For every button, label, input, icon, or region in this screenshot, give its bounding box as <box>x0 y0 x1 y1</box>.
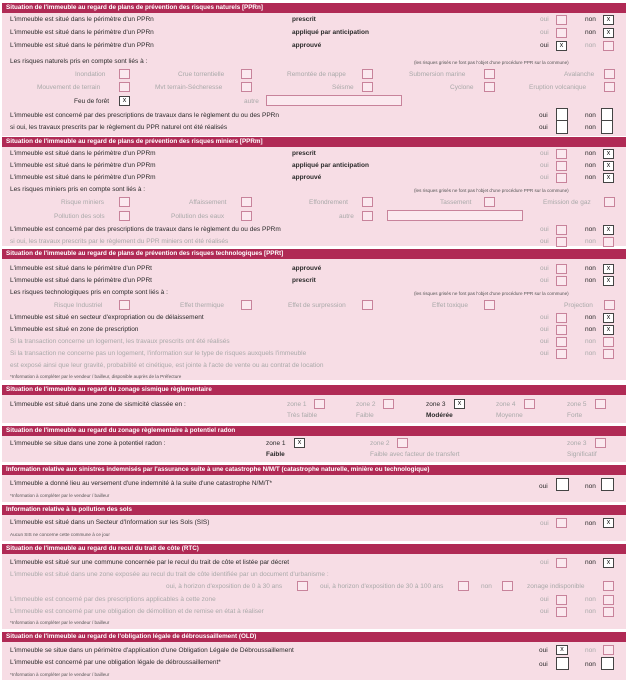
pprt-q3-text: Si la transaction concerne un logement, les travaux prescrits ont été réalisés <box>10 338 230 345</box>
risk-cyclone-label: Cyclone <box>450 84 474 91</box>
pprm-q1-non-checkbox[interactable]: x <box>603 225 614 235</box>
pprt-q5-text: est exposé ainsi que leur gravité, probabilité et cinétique, est jointe à l'acte de vente ou au contrat de location <box>10 362 324 369</box>
pprt-q4-text: Si la transaction ne concerne pas un logement, l'information sur le type de risques auxquels l'immeuble <box>10 350 307 357</box>
pprn-q1-text: L'immeuble est concerné par des prescriptions de travaux dans le règlement du ou des PPRn <box>10 112 279 119</box>
section-sismique-header: Situation de l'immeuble au regard du zonage sismique règlementaire <box>2 385 626 395</box>
rtc-opt-2-label: oui, à horizon d'exposition de 30 à 100 ans <box>320 583 444 590</box>
rtc-q3-oui-checkbox[interactable] <box>556 595 567 605</box>
pprn-row-1-text: L'immeuble est situé dans le périmètre d'un PPRn <box>10 16 154 23</box>
pprn-q2-oui-checkbox[interactable] <box>556 120 568 134</box>
pprt-row-1-status: approuvé <box>292 265 322 272</box>
pprt-q2-text: L'immeuble est situé en zone de prescription <box>10 326 139 333</box>
oui-label: oui <box>540 238 549 245</box>
non-label: non <box>585 350 596 357</box>
pprn-row-3-non-checkbox[interactable] <box>603 41 614 51</box>
risk-cyclone-checkbox[interactable] <box>484 82 495 92</box>
non-label: non <box>585 174 596 181</box>
oui-label: oui <box>540 350 549 357</box>
section-sinistres-header: Information relative aux sinistres indemnisés par l'assurance suite à une catastrophe N/M/T (catastrophe naturelle, minière ou technologique) <box>2 465 626 475</box>
sis-note: Aucun SIS ne concerne cette commune à ce jour <box>10 532 110 537</box>
pprt-row-2-text: L'immeuble est situé dans le périmètre d'un PPRt <box>10 277 152 284</box>
pprn-row-2-status: appliqué par anticipation <box>292 29 369 36</box>
pprn-row-2-oui-checkbox[interactable] <box>556 28 567 38</box>
non-label: non <box>585 124 596 131</box>
oui-label: oui <box>540 338 549 345</box>
pprm-row-1-oui-checkbox[interactable] <box>556 149 567 159</box>
tech-risk-4-label: Effet toxique <box>432 302 469 309</box>
sismique-zone-4-desc: Moyenne <box>496 412 523 419</box>
pprn-row-2-text: L'immeuble est situé dans le périmètre d'un PPRn <box>10 29 154 36</box>
pprt-q1-oui-checkbox[interactable] <box>556 313 567 323</box>
rtc-opt-3-label: non <box>481 583 492 590</box>
non-label: non <box>585 661 596 668</box>
risk-submersion-label: Submersion marine <box>409 71 466 78</box>
rtc-opt-4-label: zonage indisponible <box>527 583 585 590</box>
pprm-q2-text: si oui, les travaux prescrits par le règlement du PPR miniers ont été réalisés <box>10 238 229 245</box>
risk-inondation-label: Inondation <box>75 71 106 78</box>
oui-label: oui <box>539 112 548 119</box>
non-label: non <box>585 483 596 490</box>
pprt-q4-oui-checkbox[interactable] <box>556 349 567 359</box>
sismique-zone-1-desc: Très faible <box>287 412 318 419</box>
rtc-q3-text: L'immeuble est concerné par des prescriptions applicables à cette zone <box>10 596 216 603</box>
radon-zone-1-label: zone 1 <box>266 440 286 447</box>
mine-risk-1-label: Risque miniers <box>61 199 104 206</box>
oui-label: oui <box>540 596 549 603</box>
risk-eruption-label: Eruption volcanique <box>529 84 587 91</box>
old-q1-non-checkbox[interactable] <box>603 645 614 655</box>
section-pprn-header: Situation de l'immeuble au regard de plans de prévention des risques naturels [PPRn] <box>2 3 626 13</box>
non-label: non <box>585 608 596 615</box>
old-q2-text: L'immeuble est concerné par une obligation légale de débroussaillement* <box>10 659 221 666</box>
risk-eruption-checkbox[interactable] <box>604 82 615 92</box>
radon-question: L'immeuble se situe dans une zone à potentiel radon : <box>10 440 166 447</box>
sismique-zone-4-label: zone 4 <box>496 401 516 408</box>
rtc-opt-2-checkbox[interactable] <box>458 581 469 591</box>
rtc-opt-3-checkbox[interactable] <box>502 581 513 591</box>
mine-risk-4-checkbox[interactable] <box>484 197 495 207</box>
rtc-opt-4-checkbox[interactable] <box>603 581 614 591</box>
sismique-zone-1-label: zone 1 <box>287 401 307 408</box>
pprm-row-2-status: appliqué par anticipation <box>292 162 369 169</box>
section-old-header: Situation de l'immeuble au regard de l'obligation légale de débroussaillement (OLD) <box>2 632 626 642</box>
oui-label: oui <box>539 124 548 131</box>
non-label: non <box>585 559 596 566</box>
sinistres-note: *Information à compléter par le vendeur / bailleur <box>10 493 110 498</box>
non-label: non <box>585 326 596 333</box>
radon-zone-2-desc: Faible avec facteur de transfert <box>370 451 460 458</box>
rtc-opt-1-label: oui, à horizon d'exposition de 0 à 30 ans <box>166 583 283 590</box>
oui-label: oui <box>539 647 548 654</box>
tech-risk-4-checkbox[interactable] <box>484 300 495 310</box>
radon-zone-3-label: zone 3 <box>567 440 587 447</box>
oui-label: oui <box>540 42 549 49</box>
pprm-row-1-status: prescrit <box>292 150 316 157</box>
pprt-q3-non-checkbox[interactable] <box>603 337 614 347</box>
section-pprm-header: Situation de l'immeuble au regard de plans de prévention des risques miniers [PPRm] <box>2 137 626 147</box>
oui-label: oui <box>540 174 549 181</box>
pprt-q4-non-checkbox[interactable] <box>603 349 614 359</box>
sis-oui-checkbox[interactable] <box>556 518 567 528</box>
mine-risk-7-label: Pollution des eaux <box>171 213 225 220</box>
pprn-row-1-oui-checkbox[interactable] <box>556 15 567 25</box>
pprm-risks-note: (les risques grisés ne font pas l'objet d'une procédure PPR sur la commune) <box>414 188 569 193</box>
risk-feu-checkbox[interactable]: x <box>119 96 130 106</box>
tech-risk-5-label: Projection <box>564 302 593 309</box>
oui-label: oui <box>540 226 549 233</box>
pprm-row-1-non-checkbox[interactable]: x <box>603 149 614 159</box>
oui-label: oui <box>539 483 548 490</box>
non-label: non <box>585 520 596 527</box>
oui-label: oui <box>540 265 549 272</box>
mine-risk-2-label: Affaissement <box>189 199 227 206</box>
non-label: non <box>585 238 596 245</box>
pprt-row-1-oui-checkbox[interactable] <box>556 264 567 274</box>
old-q2-oui-checkbox[interactable] <box>556 657 569 670</box>
non-label: non <box>585 596 596 603</box>
pprm-row-2-oui-checkbox[interactable] <box>556 161 567 171</box>
oui-label: oui <box>540 559 549 566</box>
mine-risk-2-checkbox[interactable] <box>241 197 252 207</box>
oui-label: oui <box>539 661 548 668</box>
section-sis-header: Information relative à la pollution des sols <box>2 505 626 515</box>
pprm-row-2-non-checkbox[interactable]: x <box>603 161 614 171</box>
mine-risk-6-label: Pollution des sols <box>54 213 105 220</box>
oui-label: oui <box>540 326 549 333</box>
risk-nappe-label: Remontée de nappe <box>287 71 346 78</box>
mine-risk-autre-input[interactable] <box>387 210 523 221</box>
pprt-q2-oui-checkbox[interactable] <box>556 325 567 335</box>
sismique-zone-3-label: zone 3 <box>426 401 446 408</box>
non-label: non <box>585 314 596 321</box>
pprt-row-1-text: L'immeuble est situé dans le périmètre d'un PPRt <box>10 265 152 272</box>
rtc-note: *Information à compléter par le vendeur / bailleur <box>10 620 110 625</box>
rtc-q1-non-checkbox[interactable]: x <box>603 558 614 568</box>
pprn-q2-non-checkbox[interactable] <box>601 120 613 134</box>
section-rtc-header: Situation de l'immeuble au regard du recul du trait de côte (RTC) <box>2 544 626 554</box>
risk-mvt-terrain-checkbox[interactable] <box>119 82 130 92</box>
section-pprt-header: Situation de l'immeuble au regard de plans de prévention des risques technologiques [PPRt] <box>2 249 626 259</box>
old-q2-non-checkbox[interactable] <box>601 657 614 670</box>
non-label: non <box>585 29 596 36</box>
risk-avalanche-label: Avalanche <box>564 71 595 78</box>
sismique-zone-2-desc: Faible <box>356 412 374 419</box>
radon-zone-1-checkbox[interactable]: x <box>294 438 305 448</box>
mine-risk-3-checkbox[interactable] <box>362 197 373 207</box>
mine-risk-5-checkbox[interactable] <box>604 197 615 207</box>
risk-secheresse-label: Mvt terrain-Sécheresse <box>155 84 223 91</box>
pprt-row-1-non-checkbox[interactable]: x <box>603 264 614 274</box>
mine-risk-autre-label: autre <box>339 213 354 220</box>
pprn-row-3-oui-checkbox[interactable]: x <box>556 41 567 51</box>
sinistres-oui-checkbox[interactable] <box>556 478 569 491</box>
pprn-row-1-status: prescrit <box>292 16 316 23</box>
oui-label: oui <box>540 16 549 23</box>
pprt-row-2-status: prescrit <box>292 277 316 284</box>
risk-crue-checkbox[interactable] <box>241 69 252 79</box>
sinistres-question: L'immeuble a donné lieu au versement d'une indemnité à la suite d'une catastrophe N/M/T* <box>10 480 273 487</box>
pprm-row-3-non-checkbox[interactable]: x <box>603 173 614 183</box>
tech-risk-3-label: Effet de surpression <box>288 302 346 309</box>
risk-autre-input[interactable] <box>266 95 402 106</box>
risk-avalanche-checkbox[interactable] <box>604 69 615 79</box>
radon-zone-3-desc: Significatif <box>567 451 597 458</box>
non-label: non <box>585 162 596 169</box>
pprn-risks-note: (les risques grisés ne font pas l'objet d'une procédure PPR sur la commune) <box>414 60 569 65</box>
tech-risk-5-checkbox[interactable] <box>604 300 615 310</box>
sismique-zone-2-checkbox[interactable] <box>383 399 394 409</box>
oui-label: oui <box>540 608 549 615</box>
sismique-zone-3-desc: Modérée <box>426 412 453 419</box>
mine-risk-7-checkbox[interactable] <box>241 211 252 221</box>
tech-risk-2-label: Effet thermique <box>180 302 224 309</box>
sismique-zone-3-checkbox[interactable]: x <box>454 399 465 409</box>
pprm-q1-oui-checkbox[interactable] <box>556 225 567 235</box>
pprm-q1-text: L'immeuble est concerné par des prescriptions de travaux dans le règlement du ou des PPRm <box>10 226 281 233</box>
non-label: non <box>585 647 596 654</box>
risk-secheresse-checkbox[interactable] <box>241 82 252 92</box>
risk-seisme-checkbox[interactable] <box>362 82 373 92</box>
mine-risk-5-label: Emission de gaz <box>543 199 591 206</box>
rtc-q4-text: L'immeuble est concerné par une obligation de démolition et de remise en état à réaliser <box>10 608 264 615</box>
non-label: non <box>585 226 596 233</box>
pprt-risks-intro: Les risques technologiques pris en compte sont liés à : <box>10 289 168 296</box>
risk-crue-label: Crue torrentielle <box>178 71 225 78</box>
rtc-q4-non-checkbox[interactable] <box>603 607 614 617</box>
pprt-q1-non-checkbox[interactable]: x <box>603 313 614 323</box>
rtc-opt-1-checkbox[interactable] <box>297 581 308 591</box>
sinistres-non-checkbox[interactable] <box>601 478 614 491</box>
pprn-row-3-status: approuvé <box>292 42 322 49</box>
section-radon-header: Situation de l'immeuble au regard du zonage règlementaire à potentiel radon <box>2 426 626 436</box>
non-label: non <box>585 265 596 272</box>
non-label: non <box>585 338 596 345</box>
pprt-q2-non-checkbox[interactable]: x <box>603 325 614 335</box>
tech-risk-2-checkbox[interactable] <box>241 300 252 310</box>
tech-risk-1-checkbox[interactable] <box>119 300 130 310</box>
pprt-q3-oui-checkbox[interactable] <box>556 337 567 347</box>
old-note: *Information à compléter par le vendeur / bailleur <box>10 672 110 677</box>
oui-label: oui <box>540 150 549 157</box>
pprn-q2-text: si oui, les travaux prescrits par le règlement du PPR naturel ont été réalisés <box>10 124 228 131</box>
pprm-row-1-text: L'immeuble est situé dans le périmètre d'un PPRm <box>10 150 156 157</box>
pprm-q2-non-checkbox[interactable] <box>603 237 614 247</box>
oui-label: oui <box>540 314 549 321</box>
pprn-row-3-text: L'immeuble est situé dans le périmètre d'un PPRn <box>10 42 154 49</box>
radon-zone-1-desc: Faible <box>266 451 285 458</box>
sismique-zone-2-label: zone 2 <box>356 401 376 408</box>
pprm-row-3-oui-checkbox[interactable] <box>556 173 567 183</box>
non-label: non <box>585 112 596 119</box>
pprt-risks-note: (les risques grisés ne font pas l'objet d'une procédure PPR sur la commune) <box>414 291 569 296</box>
pprm-row-3-status: approuvé <box>292 174 322 181</box>
sis-question: L'immeuble est situé dans un Secteur d'Information sur les Sols (SIS) <box>10 519 210 526</box>
rtc-q3-non-checkbox[interactable] <box>603 595 614 605</box>
mine-risk-3-label: Effondrement <box>309 199 348 206</box>
sismique-question: L'immeuble est situé dans une zone de sismicité classée en : <box>10 401 186 408</box>
rtc-q2-text: L'immeuble est situé dans une zone exposée au recul du trait de côte identifiée par un document d'urbanisme : <box>10 571 329 578</box>
oui-label: oui <box>540 29 549 36</box>
pprt-row-2-non-checkbox[interactable]: x <box>603 276 614 286</box>
rtc-q4-oui-checkbox[interactable] <box>556 607 567 617</box>
pprm-risks-intro: Les risques miniers pris en compte sont liés à : <box>10 186 146 193</box>
risk-submersion-checkbox[interactable] <box>484 69 495 79</box>
mine-risk-autre-checkbox[interactable] <box>362 211 373 221</box>
oui-label: oui <box>540 520 549 527</box>
sismique-zone-4-checkbox[interactable] <box>524 399 535 409</box>
tech-risk-1-label: Risque Industriel <box>54 302 103 309</box>
risk-feu-label: Feu de forêt <box>74 98 110 105</box>
risk-nappe-checkbox[interactable] <box>362 69 373 79</box>
pprt-row-2-oui-checkbox[interactable] <box>556 276 567 286</box>
pprm-q2-oui-checkbox[interactable] <box>556 237 567 247</box>
mine-risk-6-checkbox[interactable] <box>119 211 130 221</box>
risk-seisme-label: Séisme <box>332 84 354 91</box>
sismique-zone-5-desc: Forte <box>567 412 583 419</box>
pprn-risks-intro: Les risques naturels pris en compte sont liés à : <box>10 58 148 65</box>
sismique-zone-5-label: zone 5 <box>567 401 587 408</box>
pprm-row-3-text: L'immeuble est situé dans le périmètre d'un PPRm <box>10 174 156 181</box>
oui-label: oui <box>540 162 549 169</box>
risk-autre-label: autre <box>244 98 259 105</box>
oui-label: oui <box>540 277 549 284</box>
sismique-zone-1-checkbox[interactable] <box>314 399 325 409</box>
sis-non-checkbox[interactable]: x <box>603 518 614 528</box>
risk-inondation-checkbox[interactable] <box>119 69 130 79</box>
tech-risk-3-checkbox[interactable] <box>362 300 373 310</box>
pprn-row-2-non-checkbox[interactable]: x <box>603 28 614 38</box>
pprt-note: *Information à compléter par le vendeur / bailleur, disponible auprès de la Préfecture <box>10 374 182 379</box>
non-label: non <box>585 150 596 157</box>
radon-zone-2-label: zone 2 <box>370 440 390 447</box>
sismique-zone-5-checkbox[interactable] <box>595 399 606 409</box>
old-q1-oui-checkbox[interactable]: x <box>556 645 568 655</box>
rtc-q1-text: L'immeuble est situé sur une commune concernée par le recul du trait de côte et listée par décret <box>10 559 290 566</box>
rtc-q1-oui-checkbox[interactable] <box>556 558 567 568</box>
non-label: non <box>585 42 596 49</box>
pprt-q1-text: L'immeuble est situé en secteur d'expropriation ou de délaissement <box>10 314 204 321</box>
mine-risk-4-label: Tassement <box>440 199 472 206</box>
old-q1-text: L'immeuble se situe dans un périmètre d'application d'une Obligation Légale de Débroussaillement <box>10 647 294 654</box>
radon-zone-2-checkbox[interactable] <box>397 438 408 448</box>
radon-zone-3-checkbox[interactable] <box>595 438 606 448</box>
risk-mvt-terrain-label: Mouvement de terrain <box>37 84 101 91</box>
pprn-row-1-non-checkbox[interactable]: x <box>603 15 614 25</box>
mine-risk-1-checkbox[interactable] <box>119 197 130 207</box>
non-label: non <box>585 16 596 23</box>
pprm-row-2-text: L'immeuble est situé dans le périmètre d'un PPRm <box>10 162 156 169</box>
non-label: non <box>585 277 596 284</box>
